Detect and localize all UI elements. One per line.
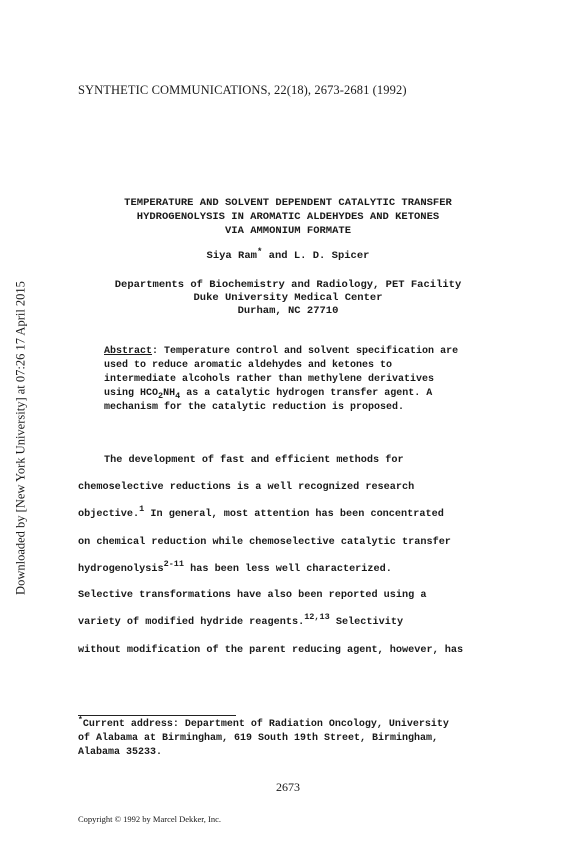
body-line-7-b: Selectivity	[329, 617, 404, 628]
footnote-divider	[78, 715, 236, 716]
body-line-5-a: hydrogenolysis	[78, 564, 164, 575]
citation-superscript: 12,13	[304, 612, 330, 622]
author-line	[0, 247, 576, 262]
footnote-line-2: of Alabama at Birmingham, 619 South 19th Street, Birmingham,	[78, 733, 439, 744]
page-number: 2673	[276, 780, 300, 794]
copyright-notice: Copyright © 1992 by Marcel Dekker, Inc.	[78, 814, 222, 824]
body-line-8: without modification of the parent reducing agent, however, has	[78, 645, 464, 656]
author-rest: and L. D. Spicer	[262, 250, 370, 262]
abstract-line-1-text: : Temperature control and solvent specification are	[152, 346, 459, 357]
body-line-3	[78, 504, 444, 520]
journal-header: SYNTHETIC COMMUNICATIONS, 22(18), 2673-2681 (1992)	[78, 83, 407, 97]
citation-superscript: 1	[139, 504, 145, 514]
body-line-3-b: In general, most attention has been concentrated	[144, 509, 444, 520]
footnote-mark: *	[78, 716, 83, 725]
abstract-line-4-b: NH	[163, 388, 176, 399]
body-line-7	[78, 612, 404, 628]
body-line-4: on chemical reduction while chemoselective catalytic transfer	[78, 537, 451, 548]
paper-title-line-1: TEMPERATURE AND SOLVENT DEPENDENT CATALYTIC TRANSFER	[124, 197, 452, 209]
abstract-line-4	[104, 388, 432, 399]
download-watermark-text: Downloaded by [New York University] at 07:26 17 April 2015	[13, 281, 28, 595]
body-line-5	[78, 559, 392, 575]
abstract-line-5: mechanism for the catalytic reduction is proposed.	[104, 402, 405, 413]
abstract-line-3: intermediate alcohols rather than methylene derivatives	[104, 374, 435, 385]
citation-superscript: 2-11	[163, 559, 184, 569]
abstract-line-4-c: as a catalytic hydrogen transfer agent. A	[180, 388, 433, 399]
abstract-line-2: used to reduce aromatic aldehydes and ketones to	[104, 360, 393, 371]
footnote-line-3: Alabama 35233.	[78, 747, 163, 758]
affiliation-line-3: Durham, NC 27710	[237, 305, 339, 317]
body-line-5-b: has been less well characterized.	[184, 564, 392, 575]
author-first: Siya Ram	[206, 250, 257, 262]
abstract-line-1	[104, 346, 458, 357]
download-watermark	[14, 0, 28, 864]
body-line-6: Selective transformations have also been reported using a	[78, 590, 427, 601]
paper-title-line-2: HYDROGENOLYSIS IN AROMATIC ALDEHYDES AND KETONES	[136, 211, 440, 223]
body-line-1: The development of fast and efficient methods for	[104, 455, 404, 466]
paper-title-line-3: VIA AMMONIUM FORMATE	[224, 225, 352, 237]
body-line-3-a: objective.	[78, 509, 140, 520]
formula-subscript: 2	[158, 391, 164, 401]
formula-subscript: 4	[175, 391, 181, 401]
author-footnote-mark: *	[256, 247, 263, 257]
affiliation-line-2: Duke University Medical Center	[193, 292, 383, 304]
affiliation-line-1: Departments of Biochemistry and Radiology, PET Facility	[114, 279, 462, 291]
body-line-2: chemoselective reductions is a well recognized research	[78, 482, 415, 493]
abstract-line-4-a: using HCO	[104, 388, 159, 399]
footnote-line-1-text: Current address: Department of Radiation Oncology, University	[82, 719, 449, 730]
abstract-label: Abstract	[104, 346, 153, 357]
body-line-7-a: variety of modified hydride reagents.	[78, 617, 305, 628]
footnote-line-1	[78, 716, 449, 730]
